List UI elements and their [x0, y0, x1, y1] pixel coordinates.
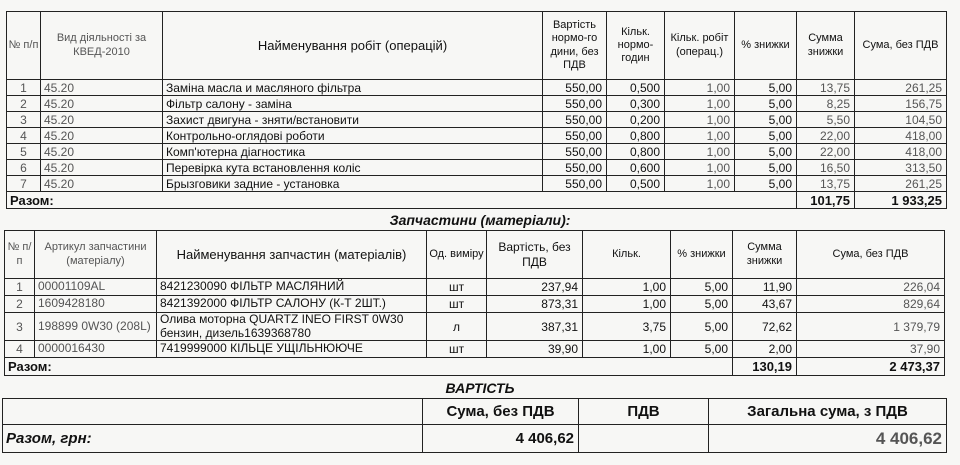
row-sum: 829,64: [797, 296, 945, 313]
works-total-sum: 1 933,25: [855, 192, 947, 209]
row-sum: 226,04: [797, 279, 945, 296]
row-sum: 418,00: [855, 144, 947, 160]
row-num: 6: [7, 160, 41, 176]
parts-total-row: [5, 358, 945, 376]
row-part-name: 8421230090 ФІЛЬТР МАСЛЯНИЙ: [157, 279, 427, 296]
table-row: [7, 144, 947, 160]
row-price: 237,94: [487, 279, 583, 296]
parts-total-discount: 130,19: [733, 358, 797, 376]
row-unit: шт: [427, 341, 487, 358]
row-discount-pct: 5,00: [735, 144, 797, 160]
col-header-discount-sum: Сумма знижки: [733, 231, 797, 279]
row-discount-sum: 22,00: [797, 128, 855, 144]
works-total-label: Разом:: [7, 192, 797, 209]
row-kved: 45.20: [41, 96, 163, 112]
row-sum: 104,50: [855, 112, 947, 128]
col-header-sum: Сума, без ПДВ: [797, 231, 945, 279]
cost-header-total-with-vat: Загальна сума, з ПДВ: [709, 399, 947, 425]
cost-header-blank: [3, 399, 423, 425]
row-price: 550,00: [543, 80, 607, 96]
row-ops: 1,00: [665, 80, 735, 96]
row-ops: 1,00: [665, 160, 735, 176]
col-header-qty: Кільк.: [583, 231, 671, 279]
col-header-part-name: Найменування запчастин (матеріалів): [157, 231, 427, 279]
row-discount-sum: 43,67: [733, 296, 797, 313]
row-price: 550,00: [543, 112, 607, 128]
col-header-discount-pct: % знижки: [671, 231, 733, 279]
row-unit: шт: [427, 296, 487, 313]
row-ops: 1,00: [665, 128, 735, 144]
row-norm-hours: 0,800: [607, 144, 665, 160]
col-header-work-name: Найменування робіт (операцій): [163, 12, 543, 80]
cost-header-vat: ПДВ: [579, 399, 709, 425]
row-article: 1609428180: [35, 296, 157, 313]
cost-total-row: [3, 425, 947, 453]
row-kved: 45.20: [41, 176, 163, 192]
row-norm-hours: 0,500: [607, 176, 665, 192]
row-kved: 45.20: [41, 112, 163, 128]
col-header-unit: Од. виміру: [427, 231, 487, 279]
parts-total-sum: 2 473,37: [797, 358, 945, 376]
row-sum: 261,25: [855, 80, 947, 96]
col-header-price: Вартість нормо-го дини, без ПДВ: [543, 12, 607, 80]
row-part-name: 8421392000 ФІЛЬТР САЛОНУ (К-Т 2ШТ.): [157, 296, 427, 313]
row-sum: 1 379,79: [797, 313, 945, 341]
col-header-kved: Вид діяльності за КВЕД-2010: [41, 12, 163, 80]
col-header-ops: Кільк. робіт (операц.): [665, 12, 735, 80]
row-kved: 45.20: [41, 80, 163, 96]
parts-section-title: Запчастини (матеріали):: [389, 212, 571, 228]
row-article: 0000016430: [35, 341, 157, 358]
row-sum: 418,00: [855, 128, 947, 144]
row-discount-pct: 5,00: [671, 296, 733, 313]
col-header-norm-hours: Кільк. нормо-годин: [607, 12, 665, 80]
cost-section-title: ВАРТІСТЬ: [445, 380, 515, 396]
row-norm-hours: 0,800: [607, 128, 665, 144]
row-qty: 1,00: [583, 296, 671, 313]
col-header-discount-pct: % знижки: [735, 12, 797, 80]
row-unit: л: [427, 313, 487, 341]
row-discount-pct: 5,00: [735, 80, 797, 96]
row-num: 1: [5, 279, 35, 296]
row-work-name: Брызговики задние - установка: [163, 176, 543, 192]
works-total-discount: 101,75: [797, 192, 855, 209]
table-row: [5, 296, 945, 313]
col-header-num: № п/п: [7, 12, 41, 80]
row-work-name: Комп'ютерна діагностика: [163, 144, 543, 160]
row-part-name: 7419999000 КІЛЬЦЕ УЩІЛЬНЮЮЧЕ: [157, 341, 427, 358]
row-work-name: Перевірка кута встановлення коліс: [163, 160, 543, 176]
table-row: [5, 313, 945, 341]
row-unit: шт: [427, 279, 487, 296]
table-row: [5, 341, 945, 358]
row-sum: 37,90: [797, 341, 945, 358]
row-num: 1: [7, 80, 41, 96]
col-header-price: Вартість, без ПДВ: [487, 231, 583, 279]
works-total-row: [7, 192, 947, 209]
parts-table: [4, 230, 945, 376]
row-discount-sum: 8,25: [797, 96, 855, 112]
row-sum: 313,50: [855, 160, 947, 176]
row-discount-sum: 22,00: [797, 144, 855, 160]
row-price: 387,31: [487, 313, 583, 341]
row-qty: 3,75: [583, 313, 671, 341]
row-part-name: Олива моторна QUARTZ INEO FIRST 0W30 бензин, дизель1639368780: [157, 313, 427, 341]
row-discount-sum: 16,50: [797, 160, 855, 176]
row-price: 550,00: [543, 144, 607, 160]
row-discount-pct: 5,00: [735, 176, 797, 192]
row-discount-sum: 11,90: [733, 279, 797, 296]
row-price: 550,00: [543, 176, 607, 192]
row-work-name: Фільтр салону - заміна: [163, 96, 543, 112]
table-row: [7, 160, 947, 176]
table-row: [7, 128, 947, 144]
row-sum: 156,75: [855, 96, 947, 112]
row-num: 4: [5, 341, 35, 358]
cost-header-sum-no-vat: Сума, без ПДВ: [423, 399, 579, 425]
parts-total-label: Разом:: [5, 358, 733, 376]
col-header-num: № п/п: [5, 231, 35, 279]
row-ops: 1,00: [665, 96, 735, 112]
row-norm-hours: 0,300: [607, 96, 665, 112]
cost-table: [2, 398, 947, 453]
col-header-article: Артикул запчастини (матеріалу): [35, 231, 157, 279]
table-row: [5, 279, 945, 296]
row-ops: 1,00: [665, 144, 735, 160]
col-header-discount-sum: Сумма знижки: [797, 12, 855, 80]
col-header-sum: Сума, без ПДВ: [855, 12, 947, 80]
row-price: 550,00: [543, 96, 607, 112]
works-header-row: [7, 12, 947, 80]
row-price: 873,31: [487, 296, 583, 313]
row-discount-sum: 5,50: [797, 112, 855, 128]
cost-total-sum-no-vat: 4 406,62: [423, 425, 579, 453]
row-num: 3: [5, 313, 35, 341]
row-num: 2: [5, 296, 35, 313]
row-qty: 1,00: [583, 279, 671, 296]
row-discount-sum: 72,62: [733, 313, 797, 341]
cost-total-with-vat: 4 406,62: [709, 425, 947, 453]
table-row: [7, 176, 947, 192]
row-norm-hours: 0,600: [607, 160, 665, 176]
row-ops: 1,00: [665, 112, 735, 128]
table-row: [7, 112, 947, 128]
table-row: [7, 96, 947, 112]
row-norm-hours: 0,500: [607, 80, 665, 96]
row-price: 39,90: [487, 341, 583, 358]
row-discount-sum: 13,75: [797, 80, 855, 96]
row-discount-sum: 2,00: [733, 341, 797, 358]
row-qty: 1,00: [583, 341, 671, 358]
row-discount-pct: 5,00: [671, 279, 733, 296]
row-article: 198899 0W30 (208L): [35, 313, 157, 341]
row-work-name: Контрольно-оглядові роботи: [163, 128, 543, 144]
row-discount-sum: 13,75: [797, 176, 855, 192]
row-discount-pct: 5,00: [735, 160, 797, 176]
row-num: 7: [7, 176, 41, 192]
row-price: 550,00: [543, 128, 607, 144]
row-num: 4: [7, 128, 41, 144]
row-discount-pct: 5,00: [735, 112, 797, 128]
row-sum: 261,25: [855, 176, 947, 192]
table-row: [7, 80, 947, 96]
row-num: 5: [7, 144, 41, 160]
row-num: 3: [7, 112, 41, 128]
row-work-name: Заміна масла и масляного фільтра: [163, 80, 543, 96]
row-discount-pct: 5,00: [735, 96, 797, 112]
row-num: 2: [7, 96, 41, 112]
cost-header-row: [3, 399, 947, 425]
works-table: [6, 11, 947, 209]
row-ops: 1,00: [665, 176, 735, 192]
row-price: 550,00: [543, 160, 607, 176]
row-work-name: Захист двигуна - зняти/встановити: [163, 112, 543, 128]
row-kved: 45.20: [41, 144, 163, 160]
row-article: 00001109AL: [35, 279, 157, 296]
row-discount-pct: 5,00: [671, 313, 733, 341]
row-kved: 45.20: [41, 160, 163, 176]
cost-total-vat: [579, 425, 709, 453]
row-discount-pct: 5,00: [671, 341, 733, 358]
row-kved: 45.20: [41, 128, 163, 144]
row-norm-hours: 0,200: [607, 112, 665, 128]
row-discount-pct: 5,00: [735, 128, 797, 144]
parts-header-row: [5, 231, 945, 279]
cost-total-label: Разом, грн:: [3, 425, 423, 453]
